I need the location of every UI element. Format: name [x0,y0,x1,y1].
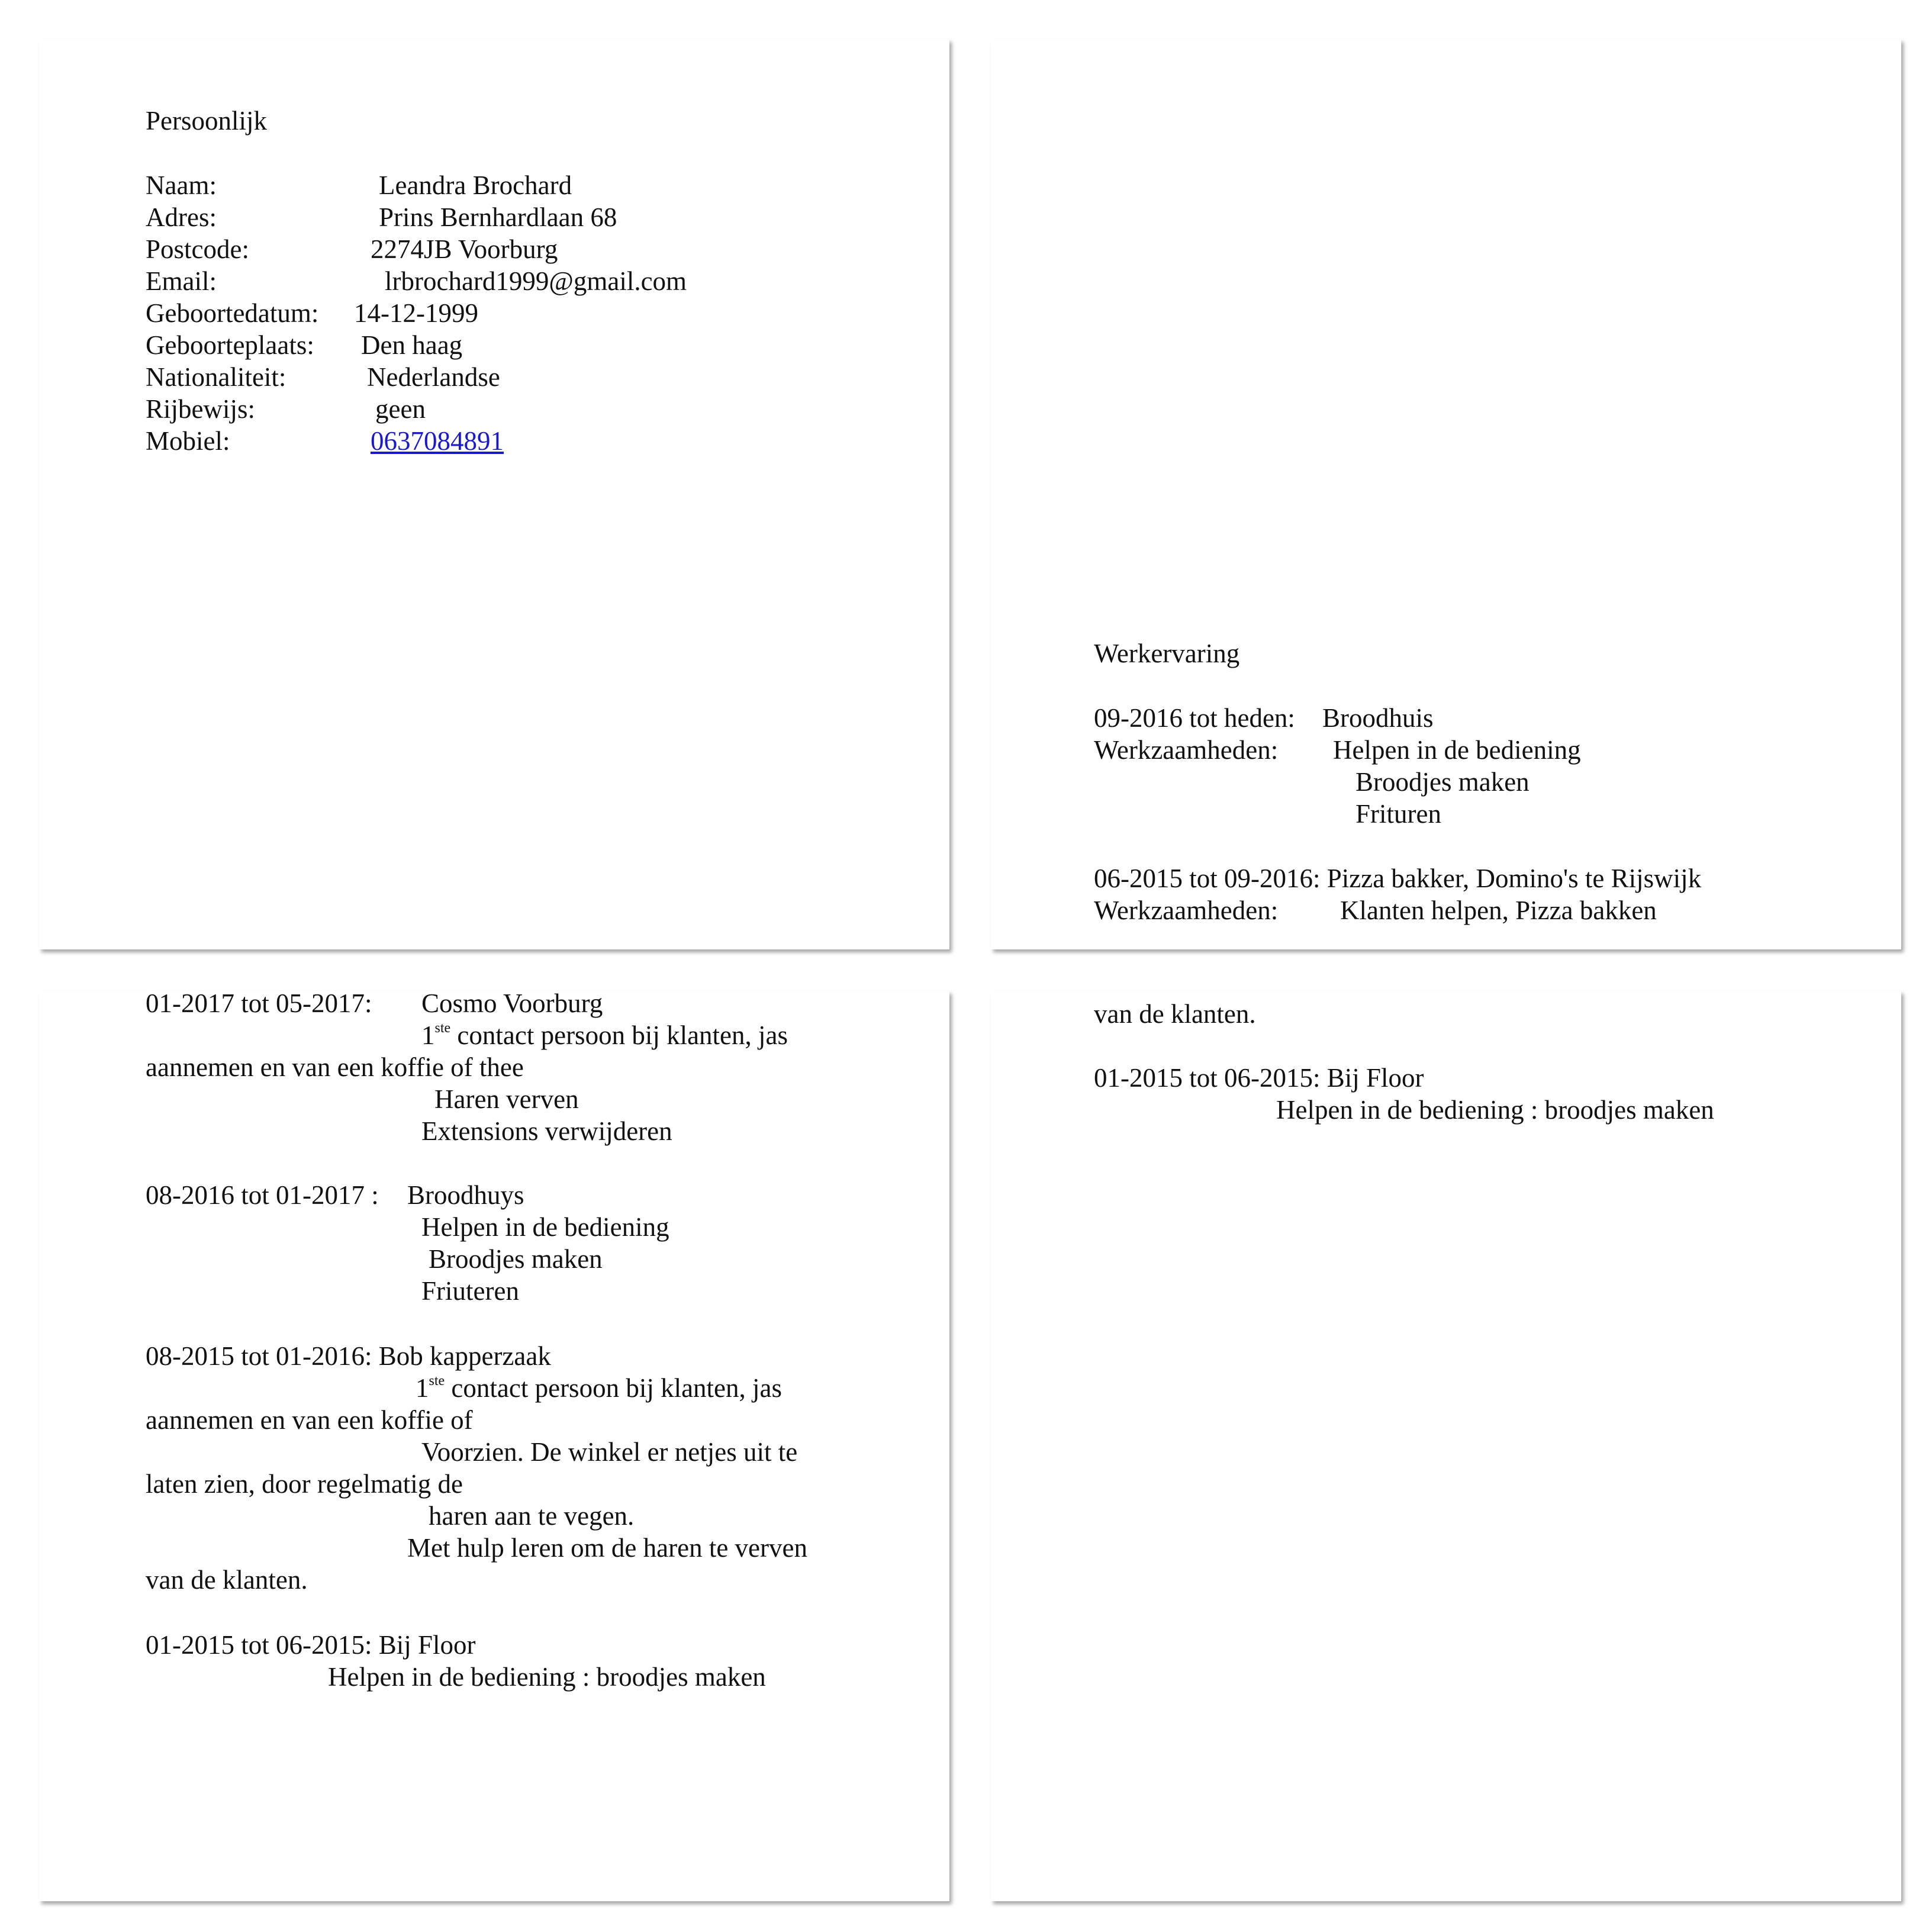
label-email: Email: [146,266,217,296]
cosmo-task-line: 1ste contact persoon bij klanten, jas [421,1020,788,1050]
floor-period-employer: 01-2015 tot 06-2015: Bij Floor [1094,1063,1424,1093]
broodhuys-task: Helpen in de bediening [421,1212,669,1242]
floor-task: Helpen in de bediening : broodjes maken [328,1662,766,1692]
label-rijbewijs: Rijbewijs: [146,394,256,424]
label-postcode: Postcode: [146,234,249,264]
value-nationaliteit: Nederlandse [367,362,500,392]
label-nationaliteit: Nationaliteit: [146,362,286,392]
bob-task-line: aannemen en van een koffie of [146,1405,473,1435]
section-heading-personal: Persoonlijk [146,106,268,136]
bob-task-line: 1ste contact persoon bij klanten, jas [416,1373,783,1403]
broodhuys-task: Friuteren [421,1276,519,1306]
bob-task-line: haren aan te vegen. [429,1501,635,1531]
value-adres: Prins Bernhardlaan 68 [379,202,617,232]
ordinal-suffix: ste [429,1373,445,1389]
job1-task: Frituren [1355,799,1441,829]
bob-task-line: Met hulp leren om de haren te verven [407,1533,807,1563]
page-work-experience [991,39,1901,949]
ordinal-suffix: ste [434,1020,451,1036]
bob-task-line: laten zien, door regelmatig de [146,1469,463,1499]
label-geboortedatum: Geboortedatum: [146,298,319,328]
job1-task: Broodjes maken [1355,767,1530,797]
page-work-continued [39,991,949,1901]
section-heading-work: Werkervaring [1094,639,1240,668]
cosmo-task-line: aannemen en van een koffie of thee [146,1052,524,1082]
job1-tasks-label: Werkzaamheden: [1094,735,1279,765]
label-mobiel: Mobiel: [146,426,230,456]
broodhuys-period: 08-2016 tot 01-2017 : [146,1180,379,1210]
broodhuys-employer: Broodhuys [407,1180,524,1210]
cosmo-task-line: Haren verven [434,1084,579,1114]
broodhuys-task: Broodjes maken [429,1244,603,1274]
job2-period-employer: 06-2015 tot 09-2016: Pizza bakker, Domino's te Rijswijk [1094,864,1702,893]
page-work-tail [991,991,1901,1901]
bob-period-employer: 08-2015 tot 01-2016: Bob kapperzaak [146,1341,551,1371]
floor-period-employer: 01-2015 tot 06-2015: Bij Floor [146,1630,476,1660]
cosmo-period: 01-2017 tot 05-2017: [146,991,372,1018]
label-naam: Naam: [146,170,217,200]
value-naam: Leandra Brochard [379,170,572,200]
floor-task: Helpen in de bediening : broodjes maken [1276,1095,1714,1125]
value-email: lrbrochard1999@gmail.com [385,266,687,296]
value-postcode: 2274JB Voorburg [371,234,558,264]
cosmo-task-line: Extensions verwijderen [421,1116,672,1146]
bob-task-line: van de klanten. [146,1565,308,1595]
job1-employer: Broodhuis [1322,703,1434,733]
job2-tasks: Klanten helpen, Pizza bakken [1340,896,1657,925]
page-personal [39,39,949,949]
job1-task: Helpen in de bediening [1333,735,1581,765]
value-geboorteplaats: Den haag [361,330,463,360]
job2-tasks-label: Werkzaamheden: [1094,896,1279,925]
value-rijbewijs: geen [375,394,426,424]
bob-task-line: Voorzien. De winkel er netjes uit te [421,1437,798,1467]
cosmo-employer: Cosmo Voorburg [421,991,603,1018]
label-geboorteplaats: Geboorteplaats: [146,330,314,360]
value-geboortedatum: 14-12-1999 [354,298,478,328]
phone-link[interactable]: 0637084891 [371,426,504,456]
label-adres: Adres: [146,202,217,232]
tail-line: van de klanten. [1094,999,1256,1029]
job1-period: 09-2016 tot heden: [1094,703,1295,733]
